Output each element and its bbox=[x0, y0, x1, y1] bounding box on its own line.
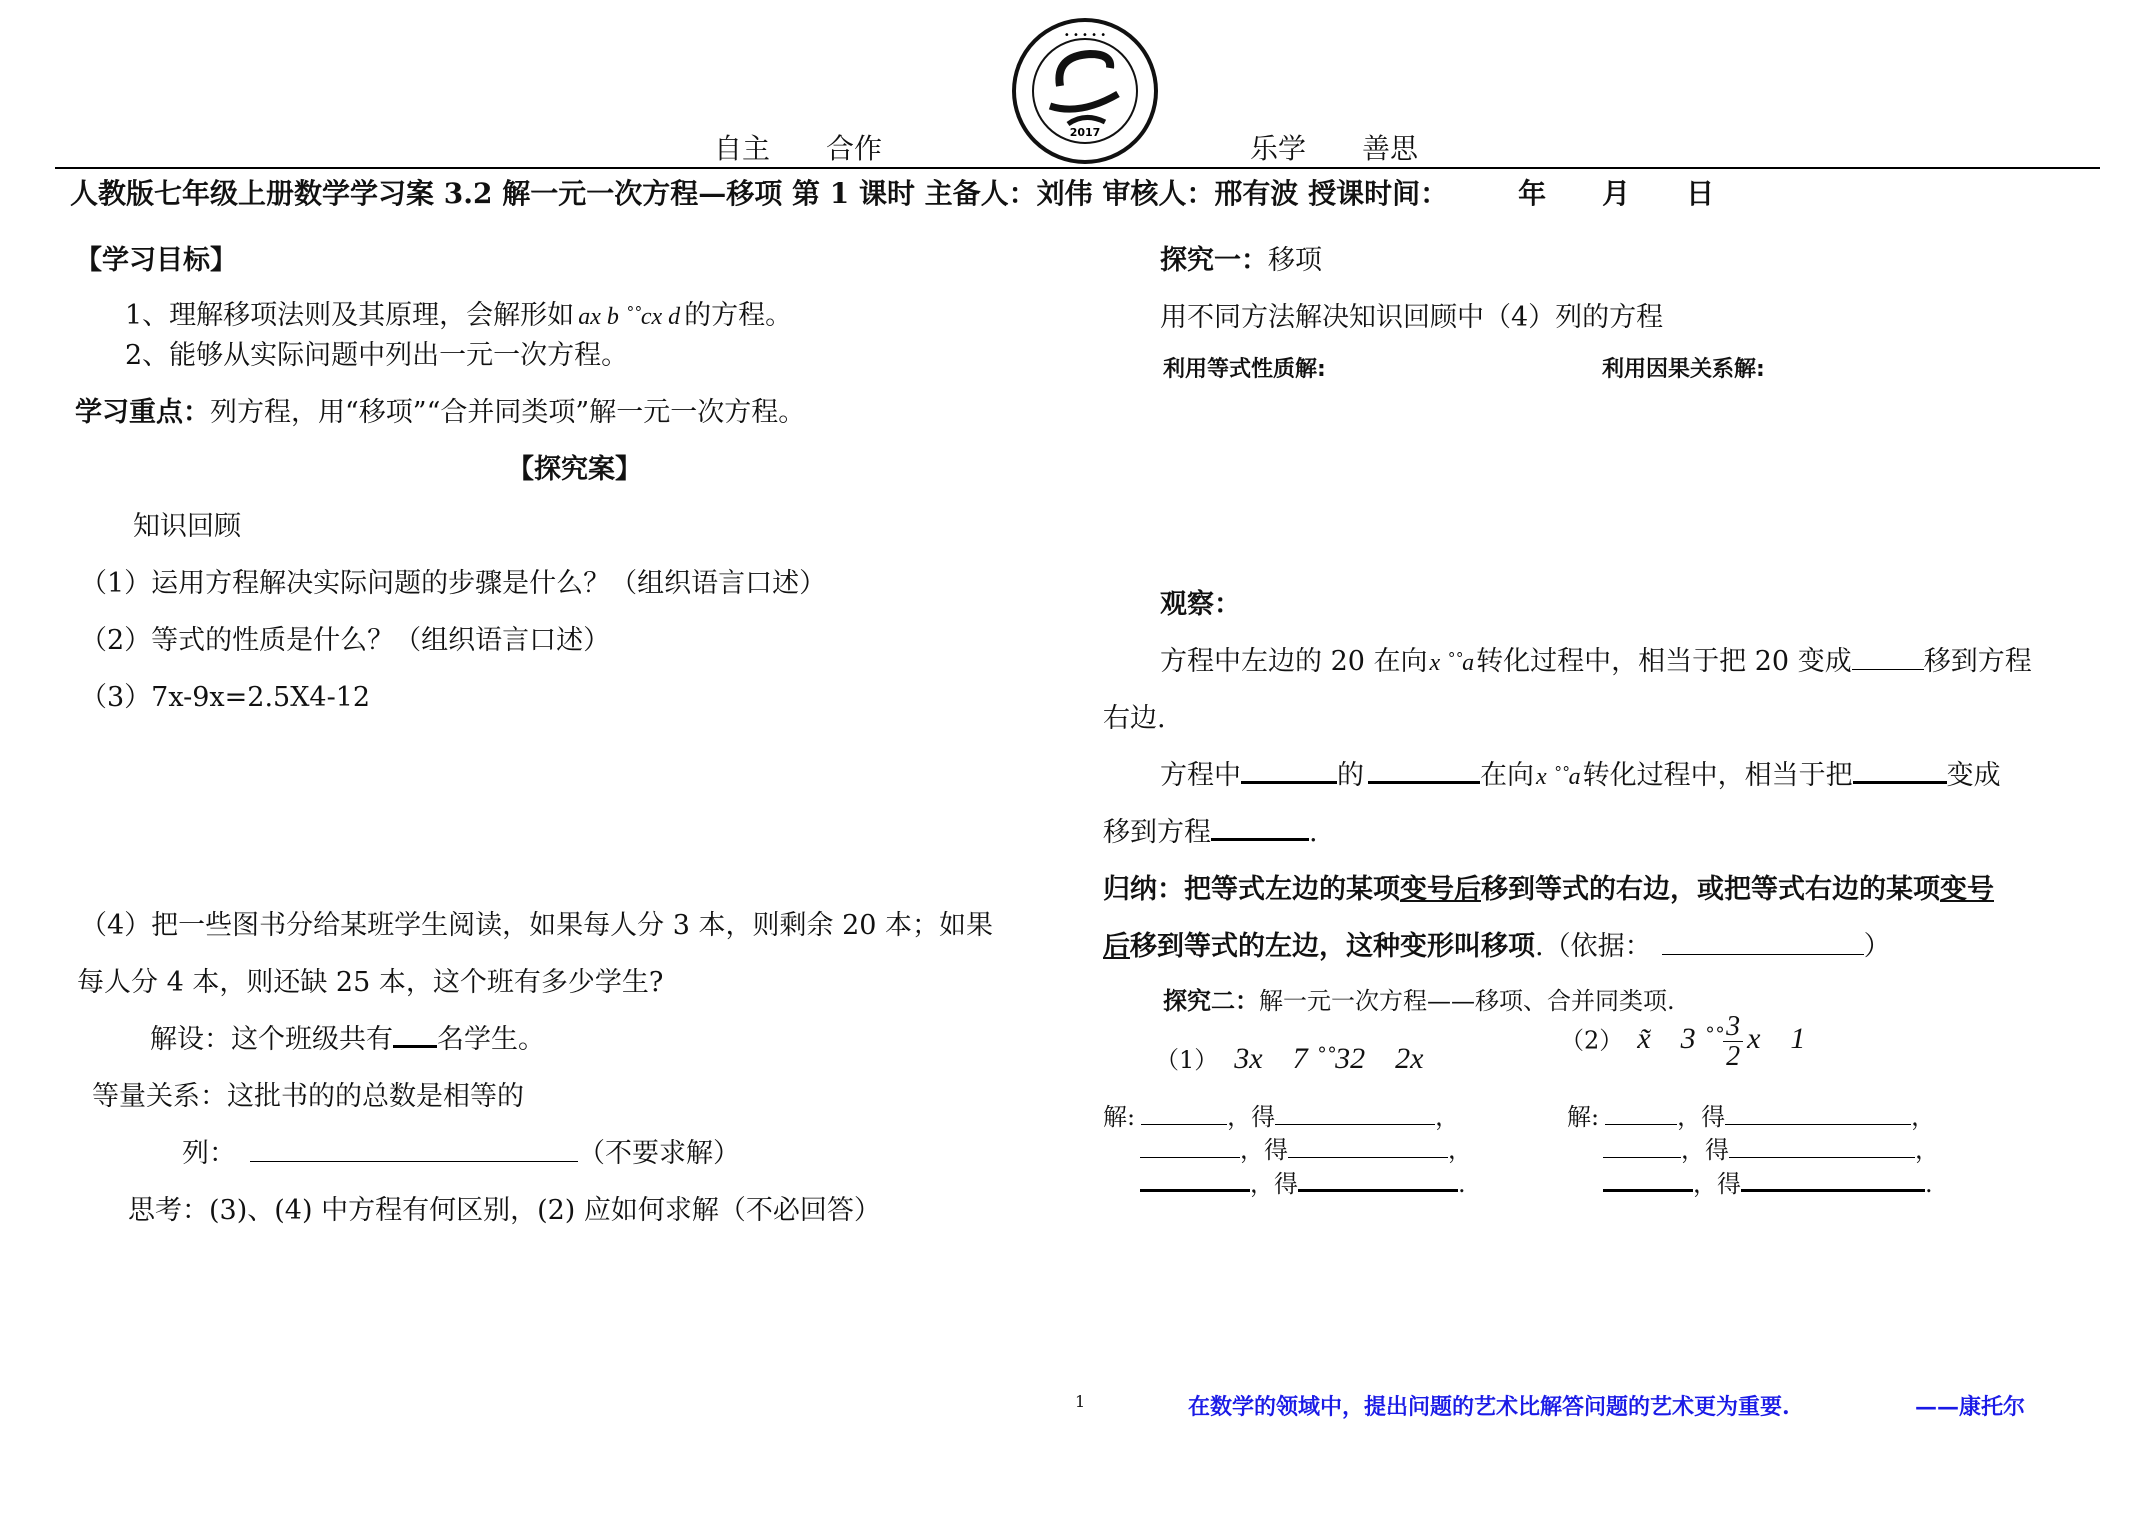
sol2-period: . bbox=[1925, 1170, 1933, 1198]
sol1-get-1: ，得 bbox=[1227, 1103, 1276, 1131]
summary-t2: 移到等式的右边，或把等式右边的某项 bbox=[1481, 874, 1940, 905]
equal-relation: 等量关系：这批书的的总数是相等的 bbox=[92, 1081, 524, 1112]
method-causal: 利用因果关系解: bbox=[1602, 357, 1765, 382]
equation-1 bbox=[1155, 1040, 1423, 1076]
list-label: 列： bbox=[182, 1138, 236, 1169]
basis-blank[interactable] bbox=[1662, 928, 1864, 955]
summary-u1: 变号后 bbox=[1400, 874, 1481, 905]
obs2-e: 变成 bbox=[1946, 760, 2001, 791]
sol1-result-1[interactable] bbox=[1275, 1098, 1435, 1125]
sol1-get-3: ，得 bbox=[1250, 1170, 1298, 1198]
sol2-step-3[interactable] bbox=[1603, 1163, 1693, 1192]
observe-1 bbox=[1160, 639, 2032, 678]
obs2-blank-1[interactable] bbox=[1241, 755, 1337, 784]
question-4-line-1: （4）把一些图书分给某班学生阅读，如果每人分 3 本，则剩余 20 本；如果 bbox=[80, 910, 994, 941]
sol2-step-1[interactable] bbox=[1605, 1098, 1677, 1125]
equation-blank[interactable] bbox=[250, 1135, 578, 1162]
goals-heading: 【学习目标】 bbox=[75, 245, 237, 276]
obs2-math: x ˚˚a bbox=[1536, 764, 1581, 790]
obs2-a: 方程中 bbox=[1160, 760, 1241, 791]
equation-2 bbox=[1560, 1012, 1805, 1072]
focus-text: 列方程，用“移项”“合并同类项”解一元一次方程。 bbox=[210, 397, 806, 428]
solution-2-row-2 bbox=[1603, 1130, 1939, 1165]
obs1-math: x ˚˚a bbox=[1429, 650, 1475, 676]
eq2-numerator: 3 bbox=[1723, 1012, 1743, 1042]
explore-2 bbox=[1163, 981, 1675, 1016]
sol1-step-2[interactable] bbox=[1140, 1131, 1240, 1158]
eq1-math: 3x 7 ˚˚32 2x bbox=[1234, 1042, 1424, 1075]
summary-basis: .（依据： bbox=[1535, 931, 1652, 962]
summary-t1: 把等式左边的某项 bbox=[1184, 874, 1400, 905]
goal-1-pre: 1、理解移项法则及其原理，会解形如 bbox=[125, 300, 575, 331]
sol2-comma-1: ， bbox=[1911, 1103, 1936, 1131]
summary-label: 归纳： bbox=[1103, 874, 1184, 905]
sol1-get-2: ，得 bbox=[1240, 1136, 1288, 1164]
sol2-comma-2: ， bbox=[1915, 1136, 1939, 1164]
obs1-c: 移到方程 bbox=[1923, 646, 2032, 677]
sol1-step-3[interactable] bbox=[1140, 1163, 1250, 1192]
eq2-a: x̃ 3 ˚˚ bbox=[1637, 1022, 1724, 1056]
summary-t3: 移到等式的左边，这种变形叫移项 bbox=[1130, 931, 1535, 962]
solve-pre: 解设：这个班级共有 bbox=[150, 1024, 393, 1055]
solve-post: 名学生。 bbox=[437, 1024, 545, 1055]
sol2-result-1[interactable] bbox=[1725, 1098, 1911, 1125]
sol1-result-2[interactable] bbox=[1288, 1131, 1448, 1158]
explore-1-task: 用不同方法解决知识回顾中（4）列的方程 bbox=[1160, 302, 1664, 333]
eq1-label: （1） bbox=[1155, 1046, 1219, 1074]
question-1: （1）运用方程解决实际问题的步骤是什么？（组织语言口述） bbox=[80, 568, 827, 599]
solution-2-row-1 bbox=[1567, 1097, 1935, 1132]
eq2-label: （2） bbox=[1560, 1026, 1624, 1055]
obs2-g: . bbox=[1309, 817, 1318, 848]
focus-label: 学习重点： bbox=[75, 397, 210, 428]
sol2-get-2: ，得 bbox=[1681, 1136, 1729, 1164]
sol2-label: 解: bbox=[1567, 1103, 1600, 1131]
sol1-result-3[interactable] bbox=[1298, 1163, 1458, 1192]
list-note: （不要求解） bbox=[578, 1138, 740, 1169]
page-number: 1 bbox=[1075, 1392, 1086, 1411]
goal-2: 2、能够从实际问题中列出一元一次方程。 bbox=[125, 340, 629, 371]
sol2-get-3: ，得 bbox=[1693, 1170, 1741, 1198]
obs1-blank[interactable] bbox=[1852, 643, 1924, 670]
obs2-blank-4[interactable] bbox=[1211, 812, 1309, 841]
question-3: （3）7x-9x=2.5X4-12 bbox=[80, 682, 371, 713]
obs2-c: 在向 bbox=[1480, 760, 1534, 791]
sol2-step-2[interactable] bbox=[1603, 1131, 1681, 1158]
solution-1-row-1 bbox=[1103, 1097, 1459, 1132]
sol1-period: . bbox=[1458, 1170, 1466, 1198]
school-logo bbox=[1010, 16, 1160, 166]
solution-1-row-2 bbox=[1140, 1130, 1472, 1165]
explore-2-title: 解一元一次方程——移项、合并同类项. bbox=[1259, 987, 1675, 1015]
observe-2 bbox=[1160, 753, 2001, 792]
summary-line-2 bbox=[1103, 924, 1891, 963]
review-heading: 知识回顾 bbox=[133, 511, 241, 542]
obs2-f: 移到方程 bbox=[1103, 817, 1211, 848]
goal-1-post: 的方程。 bbox=[684, 300, 793, 331]
method-equality: 利用等式性质解: bbox=[1163, 357, 1326, 382]
obs2-d: 转化过程中，相当于把 bbox=[1582, 760, 1853, 791]
goal-1 bbox=[125, 293, 792, 332]
motto-left: 自主 合作 bbox=[714, 132, 883, 165]
explore-1-title: 移项 bbox=[1268, 245, 1322, 276]
question-2: （2）等式的性质是什么？（组织语言口述） bbox=[80, 625, 611, 656]
page-title: 人教版七年级上册数学学习案 3.2 解一元一次方程—移项 第 1 课时 主备人：刘伟 审核人：邢有波 授课时间： 年 月 日 bbox=[70, 177, 1715, 210]
solution-2-row-3 bbox=[1603, 1163, 1933, 1199]
svg-text:• • • • •: • • • • • bbox=[1063, 30, 1107, 41]
eq2-denominator: 2 bbox=[1726, 1041, 1741, 1073]
explore-1-label: 探究一： bbox=[1160, 245, 1268, 276]
footer-quote: 在数学的领域中，提出问题的艺术比解答问题的艺术更为重要. bbox=[1188, 1394, 1790, 1420]
header-rule bbox=[55, 167, 2100, 169]
observe-2-cont bbox=[1103, 810, 1318, 849]
question-4-line-2: 每人分 4 本，则还缺 25 本，这个班有多少学生? bbox=[77, 967, 664, 998]
summary-u2: 变号 bbox=[1940, 874, 1994, 905]
solve-setup bbox=[150, 1017, 545, 1056]
obs1-a: 方程中左边的 20 在向 bbox=[1160, 646, 1428, 677]
summary-u3: 后 bbox=[1103, 931, 1130, 962]
students-blank[interactable] bbox=[393, 1019, 437, 1048]
study-focus bbox=[75, 390, 805, 429]
observe-1-cont: 右边. bbox=[1103, 703, 1166, 734]
svg-text:2017: 2017 bbox=[1069, 126, 1101, 139]
obs2-blank-3[interactable] bbox=[1853, 755, 1947, 784]
sol1-comma-2: ， bbox=[1448, 1136, 1472, 1164]
obs2-blank-2[interactable] bbox=[1368, 755, 1480, 784]
sol2-result-3[interactable] bbox=[1741, 1163, 1925, 1192]
sol2-result-2[interactable] bbox=[1729, 1131, 1915, 1158]
eq2-fraction bbox=[1723, 1012, 1743, 1072]
motto-right: 乐学 善思 bbox=[1250, 132, 1419, 165]
sol2-get-1: ，得 bbox=[1677, 1103, 1726, 1131]
obs1-b: 转化过程中，相当于把 20 变成 bbox=[1476, 646, 1852, 677]
equation-line bbox=[182, 1131, 740, 1170]
explore-1 bbox=[1160, 238, 1322, 277]
explore-2-label: 探究二： bbox=[1163, 986, 1259, 1015]
obs2-b: 的 bbox=[1337, 760, 1364, 791]
sol1-comma-1: ， bbox=[1435, 1103, 1460, 1131]
observe-label: 观察： bbox=[1160, 589, 1241, 620]
think-question: 思考：(3)、(4) 中方程有何区别，(2) 应如何求解（不必回答） bbox=[128, 1195, 881, 1226]
summary-close: ） bbox=[1863, 931, 1891, 962]
eq2-b: x 1 bbox=[1747, 1022, 1806, 1056]
sol1-step-1[interactable] bbox=[1141, 1098, 1227, 1125]
sol1-label: 解: bbox=[1103, 1103, 1136, 1131]
summary-line-1 bbox=[1103, 867, 1994, 906]
goal-1-math: ax b ˚˚cx d bbox=[578, 304, 681, 330]
solution-1-row-3 bbox=[1140, 1163, 1466, 1199]
explore-heading: 【探究案】 bbox=[507, 454, 642, 485]
footer-author: ——康托尔 bbox=[1915, 1394, 2026, 1420]
